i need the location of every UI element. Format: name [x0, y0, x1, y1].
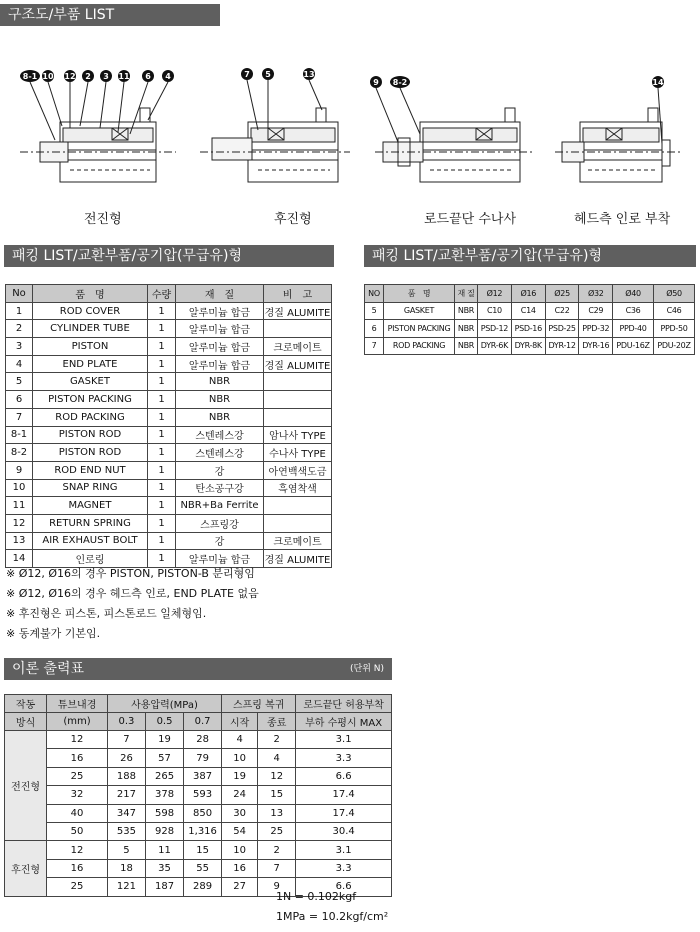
- table-cell: 0.3: [107, 713, 145, 731]
- table-cell: 6.6: [296, 878, 392, 896]
- table-cell: 79: [184, 749, 222, 767]
- table-cell: 부하 수평시 MAX: [296, 713, 392, 731]
- table-cell: Ø12: [478, 285, 512, 303]
- notes: [6, 564, 259, 644]
- table-cell: 1: [148, 373, 176, 391]
- table-cell: 8-1: [6, 426, 33, 444]
- table-cell: 12: [6, 514, 33, 532]
- table-cell: 시작: [222, 713, 258, 731]
- callout-label: 8-2: [392, 78, 408, 87]
- packing-list-table: [5, 284, 332, 568]
- packing-right-title-bar: [364, 245, 696, 267]
- drawing-rod-end-male-thread: [375, 108, 535, 182]
- table-cell: NBR+Ba Ferrite: [176, 497, 264, 515]
- table-cell: 7: [107, 731, 145, 749]
- table-cell: Ø25: [545, 285, 579, 303]
- table-cell: [264, 514, 332, 532]
- table-cell: 0.5: [145, 713, 183, 731]
- table-cell: PISTON: [33, 338, 148, 356]
- table-cell: NBR: [455, 320, 478, 338]
- callout-label: 12: [64, 72, 76, 81]
- table-cell: 17.4: [296, 786, 392, 804]
- table-cell: 4: [258, 749, 296, 767]
- table-cell: Ø16: [511, 285, 545, 303]
- table-cell: NO: [365, 285, 384, 303]
- table-header-row: [6, 285, 332, 303]
- table-cell: 6: [365, 320, 384, 338]
- table-cell: 40: [47, 804, 108, 822]
- table-row: [6, 338, 332, 356]
- table-cell: PISTON ROD: [33, 444, 148, 462]
- table-cell: RETURN SPRING: [33, 514, 148, 532]
- table-cell: 스프링강: [176, 514, 264, 532]
- table-cell: [264, 320, 332, 338]
- table-cell: SNAP RING: [33, 479, 148, 497]
- table-cell: PSD-25: [545, 320, 579, 338]
- drawing-forward-type: [20, 108, 176, 182]
- drawing-backward-type: [200, 108, 350, 182]
- table-row: [5, 731, 392, 749]
- table-cell: NBR: [455, 302, 478, 320]
- table-cell: NBR: [176, 373, 264, 391]
- table-cell: 10: [222, 749, 258, 767]
- table-row: [6, 373, 332, 391]
- table-cell: 1: [148, 479, 176, 497]
- table-cell: 593: [184, 786, 222, 804]
- table-cell: 19: [222, 767, 258, 785]
- callout-label: 4: [165, 72, 171, 81]
- table-cell: [264, 373, 332, 391]
- table-row: [6, 497, 332, 515]
- table-cell: 12: [47, 731, 108, 749]
- conversion-newton: 1N = 0.102kgf: [276, 890, 357, 903]
- table-cell: 3.1: [296, 731, 392, 749]
- table-cell: No: [6, 285, 33, 303]
- table-cell: (mm): [47, 713, 108, 731]
- table-cell: 16: [222, 859, 258, 877]
- table-cell: 2: [6, 320, 33, 338]
- table-cell: 32: [47, 786, 108, 804]
- callout-label: 14: [652, 78, 664, 87]
- table-cell: 알루미늄 합금: [176, 320, 264, 338]
- table-cell: 10: [222, 841, 258, 859]
- table-cell: 387: [184, 767, 222, 785]
- replacement-parts-table: [364, 284, 695, 355]
- table-cell: DYR-8K: [511, 337, 545, 355]
- table-cell: 12: [258, 767, 296, 785]
- table-cell: 11: [145, 841, 183, 859]
- table-header-row: [5, 695, 392, 713]
- table-cell: 7: [258, 859, 296, 877]
- table-cell: 187: [145, 878, 183, 896]
- table-cell: 30.4: [296, 822, 392, 840]
- table-cell: 경질 ALUMITE: [264, 355, 332, 373]
- drawing-head-side-spigot: [555, 108, 680, 182]
- table-cell: [264, 408, 332, 426]
- table-cell: PISTON PACKING: [33, 391, 148, 409]
- table-cell: 5: [6, 373, 33, 391]
- table-cell: ROD COVER: [33, 302, 148, 320]
- caption-head-side: 헤드측 인로 부착: [574, 212, 671, 227]
- callout-label: 10: [42, 72, 54, 81]
- output-title: 이론 출력표: [12, 661, 85, 677]
- table-cell: [264, 391, 332, 409]
- output-unit: (단위 N): [349, 664, 384, 674]
- table-cell: 1: [148, 532, 176, 550]
- table-cell: 12: [47, 841, 108, 859]
- table-cell: 15: [258, 786, 296, 804]
- packing-right-title: 패킹 LIST/교환부품/공기압(무급유)형: [372, 248, 602, 264]
- table-cell: 비 고: [264, 285, 332, 303]
- table-cell: 경질 ALUMITE: [264, 550, 332, 568]
- table-cell: 1: [148, 338, 176, 356]
- table-cell: PPD-40: [613, 320, 654, 338]
- table-cell: 121: [107, 878, 145, 896]
- table-cell: 인로링: [33, 550, 148, 568]
- table-cell: 7: [6, 408, 33, 426]
- table-cell: 5: [107, 841, 145, 859]
- callout-label: 13: [303, 70, 315, 79]
- table-cell: Ø32: [579, 285, 613, 303]
- table-cell: 크로메이트: [264, 338, 332, 356]
- table-cell: 24: [222, 786, 258, 804]
- table-cell: 16: [47, 749, 108, 767]
- table-cell: 16: [47, 859, 108, 877]
- table-cell: 928: [145, 822, 183, 840]
- table-row: [6, 408, 332, 426]
- table-row: [5, 859, 392, 877]
- table-cell: 19: [145, 731, 183, 749]
- table-cell: ROD END NUT: [33, 461, 148, 479]
- table-cell: 1: [148, 444, 176, 462]
- table-cell: NBR: [176, 408, 264, 426]
- table-cell: 크로메이트: [264, 532, 332, 550]
- callout-label: 9: [373, 78, 379, 87]
- table-cell: 3.1: [296, 841, 392, 859]
- table-cell: 6: [6, 391, 33, 409]
- table-cell: PDU-16Z: [613, 337, 654, 355]
- table-cell: Ø40: [613, 285, 654, 303]
- table-cell: 강: [176, 461, 264, 479]
- table-row: [6, 302, 332, 320]
- table-cell: 암나사 TYPE: [264, 426, 332, 444]
- table-cell: 50: [47, 822, 108, 840]
- table-cell: 튜브내경: [47, 695, 108, 713]
- table-row: [5, 767, 392, 785]
- table-cell: 13: [258, 804, 296, 822]
- conversion-mpa: 1MPa = 10.2kgf/cm²: [276, 910, 389, 923]
- table-row: [6, 426, 332, 444]
- table-cell: 217: [107, 786, 145, 804]
- table-cell: PSD-16: [511, 320, 545, 338]
- table-cell: 강: [176, 532, 264, 550]
- table-cell: 30: [222, 804, 258, 822]
- table-cell: 종료: [258, 713, 296, 731]
- table-cell: 알루미늄 합금: [176, 550, 264, 568]
- table-row: [365, 337, 695, 355]
- table-cell: 289: [184, 878, 222, 896]
- table-cell: DYR-12: [545, 337, 579, 355]
- caption-rod-end: 로드끝단 수나사: [424, 212, 517, 227]
- table-cell: 14: [6, 550, 33, 568]
- table-cell: 1: [148, 391, 176, 409]
- table-cell: PPD-50: [654, 320, 695, 338]
- table-cell: 흑염착색: [264, 479, 332, 497]
- table-cell: 알루미늄 합금: [176, 302, 264, 320]
- table-cell: 품 명: [33, 285, 148, 303]
- table-cell: DYR-6K: [478, 337, 512, 355]
- table-cell: C29: [579, 302, 613, 320]
- table-row: [365, 302, 695, 320]
- table-cell: 57: [145, 749, 183, 767]
- table-cell: 9: [258, 878, 296, 896]
- table-cell: 1: [148, 302, 176, 320]
- table-cell: 1: [148, 355, 176, 373]
- table-header-row: [365, 285, 695, 303]
- table-header-row: [5, 713, 392, 731]
- callout-label: 5: [265, 70, 271, 79]
- table-row: [6, 514, 332, 532]
- table-cell: C22: [545, 302, 579, 320]
- caption-backward: 후진형: [274, 212, 312, 227]
- table-cell: NBR: [176, 391, 264, 409]
- table-row: [6, 355, 332, 373]
- table-cell: 로드끝단 허용부착: [296, 695, 392, 713]
- table-cell: Ø50: [654, 285, 695, 303]
- table-cell: 탄소공구강: [176, 479, 264, 497]
- table-cell: C36: [613, 302, 654, 320]
- output-title-bar: [4, 658, 392, 680]
- table-cell: 알루미늄 합금: [176, 355, 264, 373]
- table-cell: 2: [258, 731, 296, 749]
- note: ※ 동계불가 기본임.: [6, 627, 101, 640]
- table-cell: DYR-16: [579, 337, 613, 355]
- table-cell: 55: [184, 859, 222, 877]
- table-row: [6, 320, 332, 338]
- table-cell: 27: [222, 878, 258, 896]
- table-cell: 스텐레스강: [176, 444, 264, 462]
- table-cell: 9: [6, 461, 33, 479]
- table-cell: 15: [184, 841, 222, 859]
- structure-drawings: [0, 60, 700, 230]
- table-cell: 3: [6, 338, 33, 356]
- table-cell: 4: [222, 731, 258, 749]
- table-cell: 수량: [148, 285, 176, 303]
- table-cell: 1: [148, 320, 176, 338]
- table-cell: 25: [47, 767, 108, 785]
- table-row: [5, 841, 392, 859]
- table-cell: 13: [6, 532, 33, 550]
- table-cell: 17.4: [296, 804, 392, 822]
- table-cell: PPD-32: [579, 320, 613, 338]
- table-cell: C10: [478, 302, 512, 320]
- table-cell: 347: [107, 804, 145, 822]
- table-cell: 경질 ALUMITE: [264, 302, 332, 320]
- table-row: [6, 479, 332, 497]
- table-cell: PISTON ROD: [33, 426, 148, 444]
- group-label: 후진형: [5, 841, 47, 896]
- table-cell: 수나사 TYPE: [264, 444, 332, 462]
- caption-forward: 전진형: [84, 212, 122, 227]
- table-cell: 850: [184, 804, 222, 822]
- table-cell: 1: [6, 302, 33, 320]
- table-cell: 1: [148, 550, 176, 568]
- table-row: [6, 461, 332, 479]
- table-cell: 535: [107, 822, 145, 840]
- table-cell: MAGNET: [33, 497, 148, 515]
- table-cell: 1: [148, 497, 176, 515]
- table-cell: C14: [511, 302, 545, 320]
- table-row: [5, 749, 392, 767]
- table-cell: 188: [107, 767, 145, 785]
- table-cell: 재 질: [455, 285, 478, 303]
- table-cell: CYLINDER TUBE: [33, 320, 148, 338]
- table-cell: 5: [365, 302, 384, 320]
- table-cell: 6.6: [296, 767, 392, 785]
- table-cell: C46: [654, 302, 695, 320]
- structure-title: 구조도/부품 LIST: [8, 7, 115, 23]
- table-cell: PISTON PACKING: [384, 320, 455, 338]
- table-cell: 3.3: [296, 859, 392, 877]
- table-cell: 10: [6, 479, 33, 497]
- table-cell: GASKET: [33, 373, 148, 391]
- table-cell: 3.3: [296, 749, 392, 767]
- callout-label: 11: [118, 72, 130, 81]
- table-cell: 25: [258, 822, 296, 840]
- table-cell: NBR: [455, 337, 478, 355]
- theoretical-output-table: [4, 694, 392, 897]
- table-cell: 스텐레스강: [176, 426, 264, 444]
- table-cell: 1: [148, 408, 176, 426]
- table-cell: PSD-12: [478, 320, 512, 338]
- table-cell: 1: [148, 514, 176, 532]
- table-cell: 아연백색도금: [264, 461, 332, 479]
- table-row: [5, 822, 392, 840]
- table-cell: 4: [6, 355, 33, 373]
- table-cell: AIR EXHAUST BOLT: [33, 532, 148, 550]
- table-cell: 1,316: [184, 822, 222, 840]
- table-cell: PDU-20Z: [654, 337, 695, 355]
- table-cell: 1: [148, 461, 176, 479]
- table-cell: 28: [184, 731, 222, 749]
- group-label: 전진형: [5, 731, 47, 841]
- table-cell: 알루미늄 합금: [176, 338, 264, 356]
- table-cell: 재 질: [176, 285, 264, 303]
- table-row: [5, 804, 392, 822]
- table-row: [365, 320, 695, 338]
- callout-label: 3: [103, 72, 109, 81]
- table-cell: ROD PACKING: [384, 337, 455, 355]
- table-cell: 품 명: [384, 285, 455, 303]
- table-cell: 26: [107, 749, 145, 767]
- table-cell: 11: [6, 497, 33, 515]
- table-cell: 54: [222, 822, 258, 840]
- callout-label: 6: [145, 72, 151, 81]
- table-cell: 스프링 복귀: [222, 695, 296, 713]
- table-cell: 7: [365, 337, 384, 355]
- table-cell: 8-2: [6, 444, 33, 462]
- note: ※ 후진형은 피스톤, 피스톤로드 일체형임.: [6, 607, 207, 620]
- table-cell: 작동: [5, 695, 47, 713]
- packing-left-title-bar: [4, 245, 334, 267]
- table-cell: ROD PACKING: [33, 408, 148, 426]
- table-cell: 35: [145, 859, 183, 877]
- table-cell: 25: [47, 878, 108, 896]
- table-row: [6, 391, 332, 409]
- table-cell: 1: [148, 426, 176, 444]
- table-cell: [264, 497, 332, 515]
- table-row: [5, 786, 392, 804]
- table-cell: 265: [145, 767, 183, 785]
- table-row: [6, 444, 332, 462]
- table-cell: 18: [107, 859, 145, 877]
- packing-left-title: 패킹 LIST/교환부품/공기압(무급유)형: [12, 248, 242, 264]
- note: ※ Ø12, Ø16의 경우 PISTON, PISTON-B 분리형임: [6, 567, 255, 580]
- callout-label: 8-1: [22, 72, 38, 81]
- table-cell: 598: [145, 804, 183, 822]
- table-cell: 378: [145, 786, 183, 804]
- table-cell: GASKET: [384, 302, 455, 320]
- note: ※ Ø12, Ø16의 경우 헤드측 인로, END PLATE 없음: [6, 587, 259, 600]
- structure-title-bar: [0, 4, 220, 26]
- table-cell: 방식: [5, 713, 47, 731]
- callout-label: 7: [244, 70, 250, 79]
- table-cell: 사용압력(MPa): [107, 695, 221, 713]
- callout-label: 2: [85, 72, 91, 81]
- table-cell: END PLATE: [33, 355, 148, 373]
- table-cell: 0.7: [184, 713, 222, 731]
- table-cell: 2: [258, 841, 296, 859]
- table-row: [6, 532, 332, 550]
